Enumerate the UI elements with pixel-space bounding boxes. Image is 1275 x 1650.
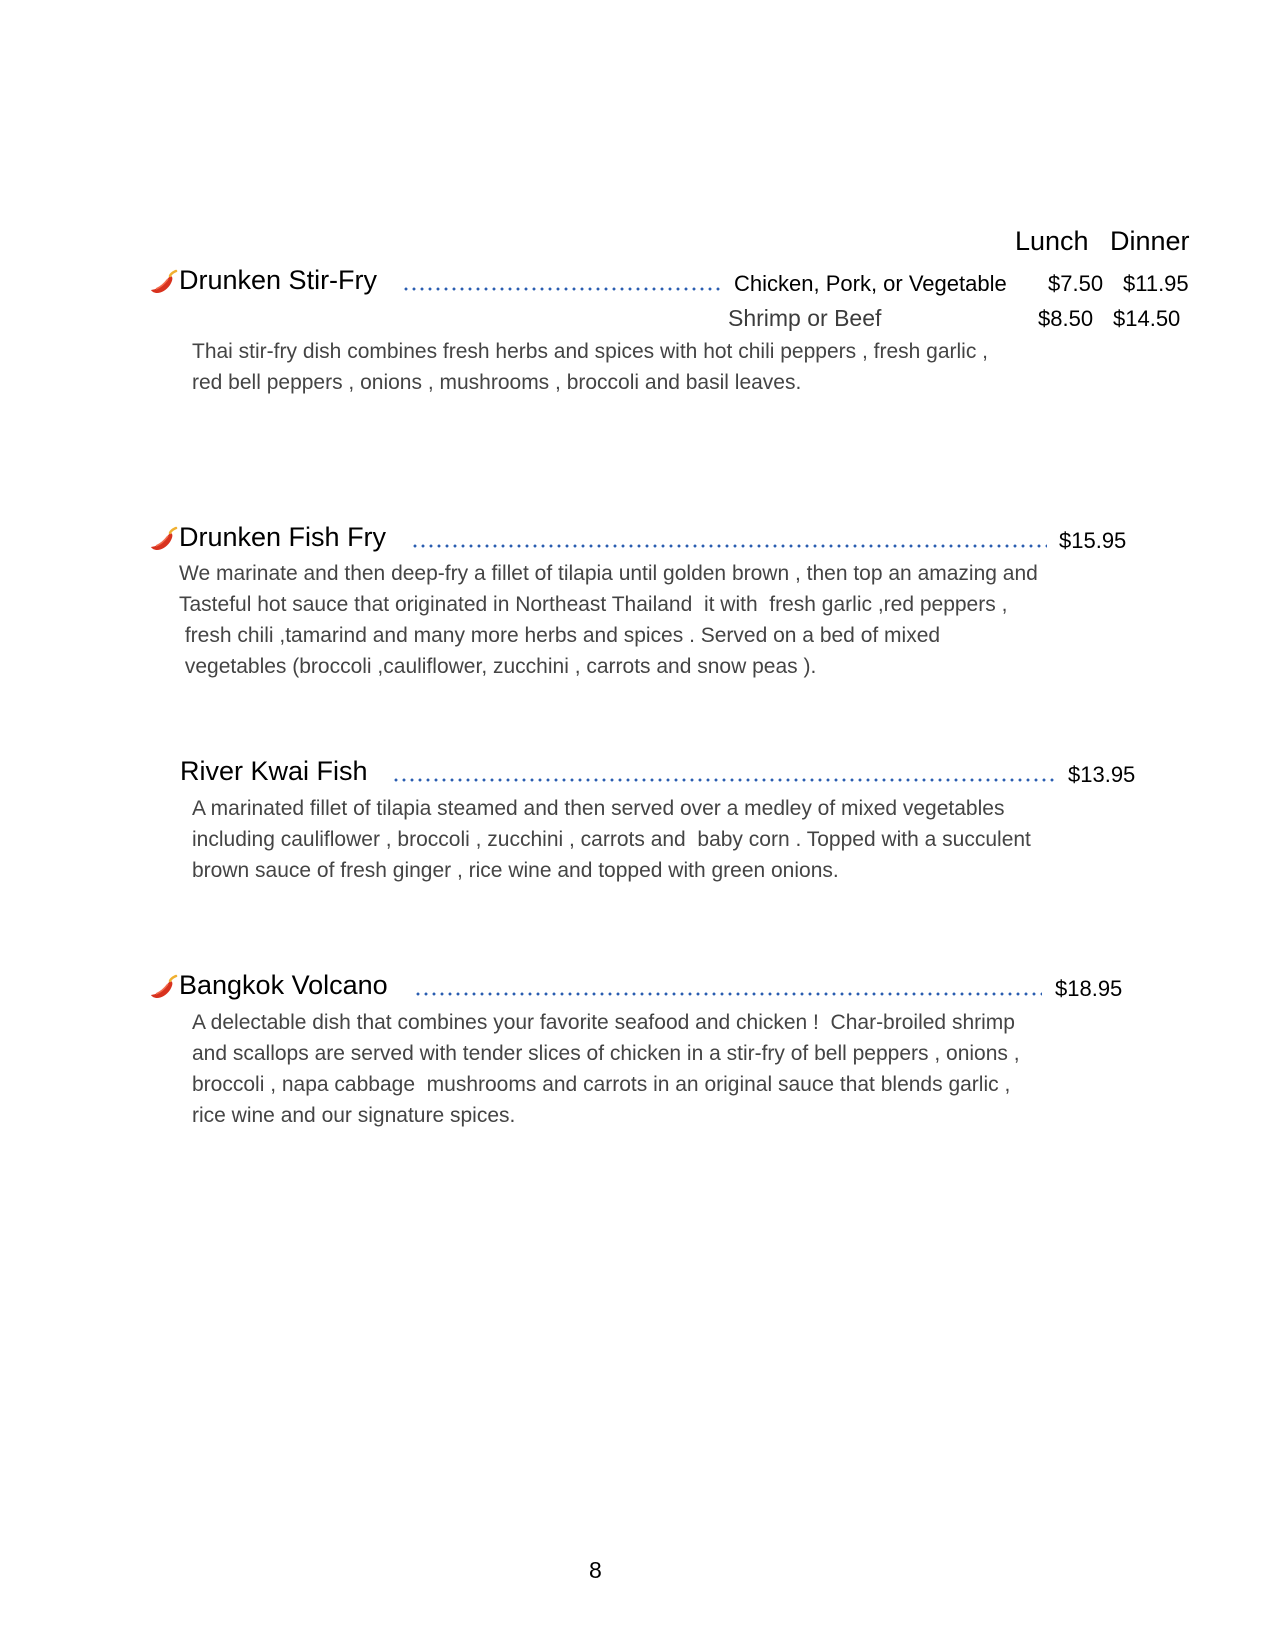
lunch-column-header: Lunch	[1015, 226, 1089, 256]
description-line: Thai stir-fry dish combines fresh herbs and spices with hot chili peppers , fresh garlic ,	[192, 340, 989, 363]
description-line: including cauliflower , broccoli , zucchini , carrots and baby corn . Topped with a succulent	[192, 828, 1031, 851]
page-number: 8	[589, 1557, 602, 1583]
chili-pepper-icon	[148, 268, 178, 298]
description-line: broccoli , napa cabbage mushrooms and carrots in an original sauce that blends garlic ,	[192, 1073, 1011, 1096]
description-line: Tasteful hot sauce that originated in Northeast Thailand it with fresh garlic ,red peppers ,	[179, 593, 1008, 616]
item-title: River Kwai Fish	[180, 756, 368, 786]
item-description	[192, 793, 1031, 886]
leader-dots	[392, 778, 1058, 782]
leader-dots	[402, 287, 724, 291]
dinner-column-header: Dinner	[1110, 226, 1190, 256]
dinner-price: $14.50	[1113, 306, 1181, 331]
description-line: red bell peppers , onions , mushrooms , broccoli and basil leaves.	[192, 371, 802, 394]
item-description	[192, 336, 988, 398]
option-label: Shrimp or Beef	[728, 305, 882, 331]
description-line: rice wine and our signature spices.	[192, 1104, 516, 1127]
description-line: A marinated fillet of tilapia steamed and then served over a medley of mixed vegetables	[192, 797, 1005, 820]
option-label: Chicken, Pork, or Vegetable	[734, 271, 1007, 296]
item-title: Drunken Stir-Fry	[179, 265, 378, 295]
description-line: fresh chili ,tamarind and many more herbs and spices . Served on a bed of mixed	[179, 624, 941, 647]
item-price: $15.95	[1059, 528, 1127, 553]
chili-pepper-icon	[148, 525, 178, 555]
description-line: brown sauce of fresh ginger , rice wine and topped with green onions.	[192, 859, 839, 882]
item-description	[192, 1007, 1020, 1131]
description-line: and scallops are served with tender slices of chicken in a stir-fry of bell peppers , onions ,	[192, 1042, 1020, 1065]
chili-pepper-icon	[148, 973, 178, 1003]
item-title: Bangkok Volcano	[179, 970, 388, 1000]
description-line: vegetables (broccoli ,cauliflower, zucchini , carrots and snow peas ).	[179, 655, 817, 678]
leader-dots	[414, 992, 1042, 996]
lunch-price: $8.50	[1038, 306, 1094, 331]
item-description	[179, 558, 1038, 682]
item-price: $18.95	[1055, 976, 1123, 1001]
item-title: Drunken Fish Fry	[179, 522, 387, 552]
item-price: $13.95	[1068, 762, 1136, 787]
leader-dots	[411, 544, 1047, 548]
lunch-price: $7.50	[1048, 271, 1104, 296]
description-line: We marinate and then deep-fry a fillet of tilapia until golden brown , then top an amazing and	[179, 562, 1038, 585]
dinner-price: $11.95	[1123, 271, 1189, 296]
description-line: A delectable dish that combines your favorite seafood and chicken ! Char-broiled shrimp	[192, 1011, 1015, 1034]
